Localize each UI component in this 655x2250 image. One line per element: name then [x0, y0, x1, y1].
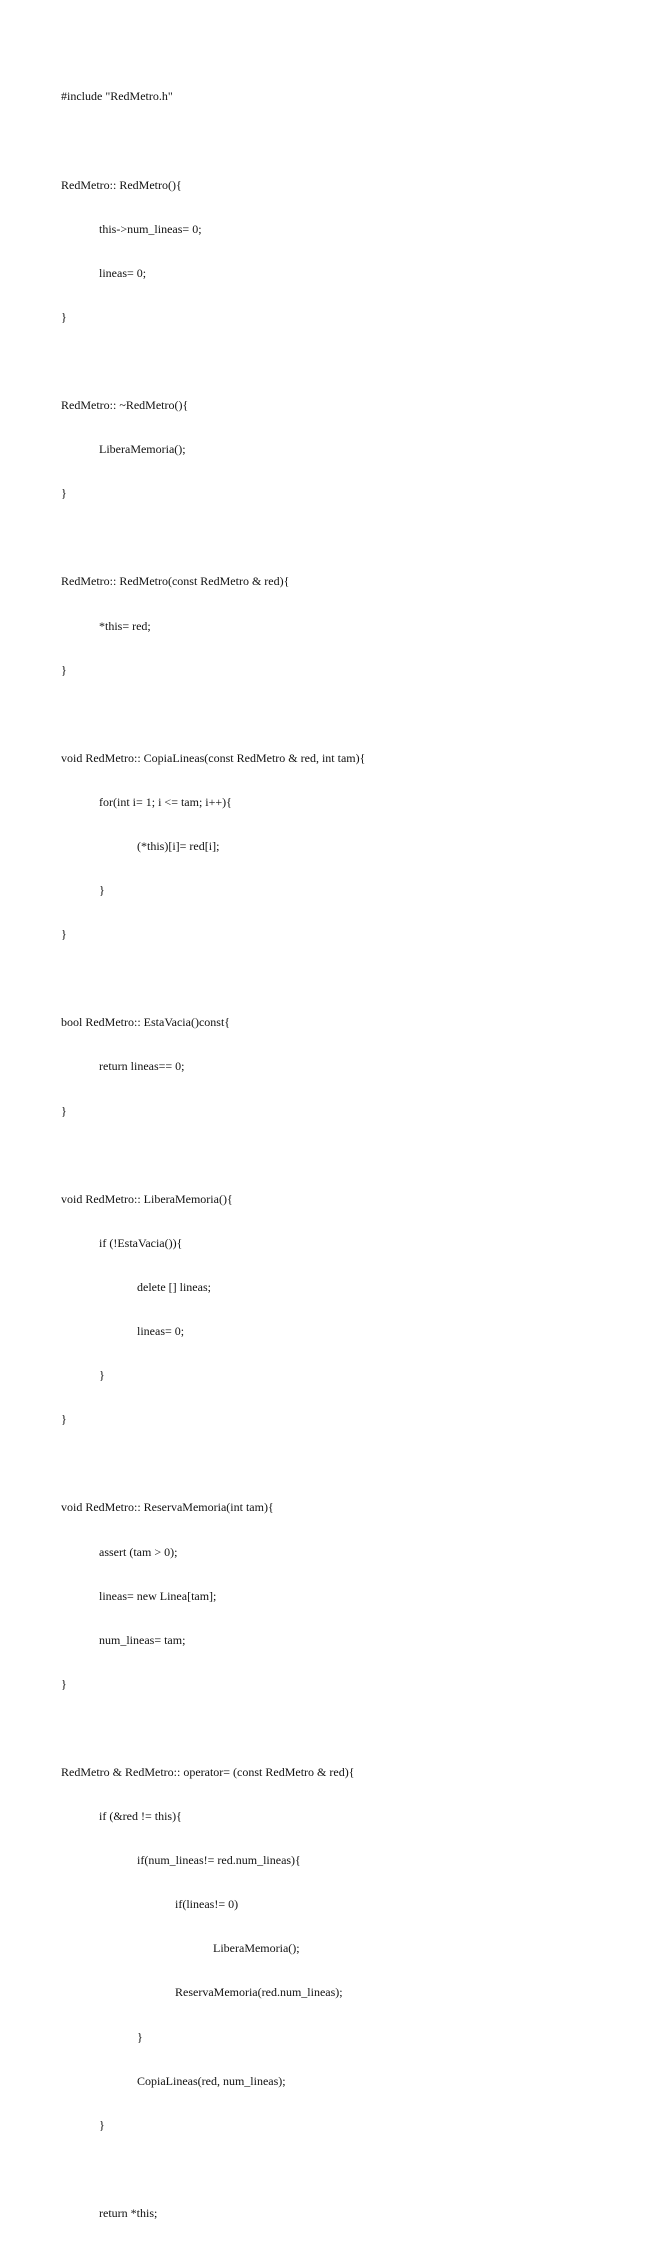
code-line — [61, 134, 365, 149]
code-line: RedMetro:: RedMetro(){ — [61, 177, 182, 192]
code-line: } — [61, 1676, 67, 1691]
code-line: lineas= 0; — [61, 1324, 185, 1339]
code-line: } — [61, 486, 67, 501]
code-line — [61, 707, 365, 722]
code-line: lineas= 0; — [61, 265, 147, 280]
code-line: for(int i= 1; i <= tam; i++){ — [61, 794, 232, 809]
code-line: if(num_lineas!= red.num_lineas){ — [61, 1853, 301, 1868]
code-line: lineas= new Linea[tam]; — [61, 1588, 217, 1603]
code-line: RedMetro & RedMetro:: operator= (const RedMetro & red){ — [61, 1764, 355, 1779]
code-line: } — [61, 309, 67, 324]
code-line — [61, 971, 365, 986]
code-line: return *this; — [61, 2205, 158, 2220]
code-line: return lineas== 0; — [61, 1059, 185, 1074]
code-line: #include "RedMetro.h" — [61, 89, 173, 104]
code-line: if (&red != this){ — [61, 1809, 182, 1824]
code-line: } — [61, 1103, 67, 1118]
code-line: } — [61, 1412, 67, 1427]
code-line: (*this)[i]= red[i]; — [61, 839, 220, 853]
code-line: RedMetro:: RedMetro(const RedMetro & red){ — [61, 574, 290, 589]
code-line — [61, 1148, 365, 1163]
code-line: delete [] lineas; — [61, 1279, 211, 1294]
code-line: if (!EstaVacia()){ — [61, 1235, 183, 1250]
code-line: void RedMetro:: LiberaMemoria(){ — [61, 1191, 233, 1206]
code-line: } — [61, 883, 105, 898]
code-line: LiberaMemoria(); — [61, 1941, 300, 1956]
code-line: ReservaMemoria(red.num_lineas); — [61, 1985, 343, 2000]
code-line — [61, 1456, 365, 1471]
code-line — [61, 2162, 365, 2177]
code-line — [61, 530, 365, 545]
code-line: } — [61, 2117, 105, 2132]
code-line — [61, 1721, 365, 1736]
code-line: if(lineas!= 0) — [61, 1897, 239, 1912]
code-line: CopiaLineas(red, num_lineas); — [61, 2073, 286, 2088]
code-line: void RedMetro:: CopiaLineas(const RedMetro & red, int tam){ — [61, 750, 366, 765]
code-line: bool RedMetro:: EstaVacia()const{ — [61, 1015, 231, 1030]
code-line: } — [61, 2029, 143, 2044]
code-line: } — [61, 662, 67, 677]
code-line: *this= red; — [61, 618, 151, 633]
code-line: this->num_lineas= 0; — [61, 221, 202, 236]
code-block — [61, 60, 365, 2250]
code-line: } — [61, 1368, 105, 1383]
code-line: LiberaMemoria(); — [61, 442, 186, 457]
code-line — [61, 354, 365, 369]
code-line: void RedMetro:: ReservaMemoria(int tam){ — [61, 1500, 274, 1515]
code-line: } — [61, 927, 67, 942]
code-line: num_lineas= tam; — [61, 1632, 186, 1647]
code-line: RedMetro:: ~RedMetro(){ — [61, 398, 189, 413]
code-line: assert (tam > 0); — [61, 1544, 178, 1559]
